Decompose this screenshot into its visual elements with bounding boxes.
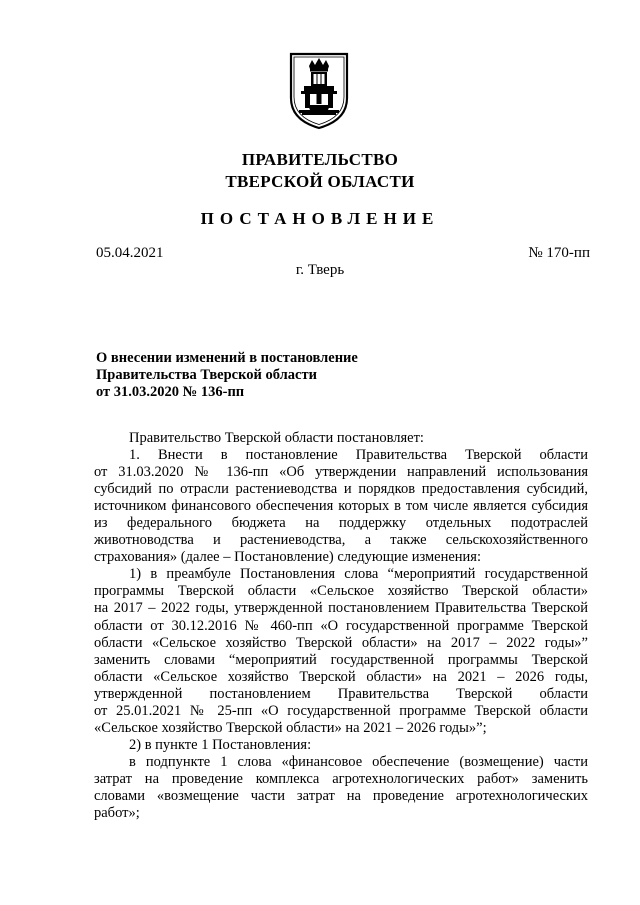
body-line: от 25.01.2021 № 25-пп «О государственной программе Тверской области <box>94 702 588 719</box>
body-line: Правительство Тверской области постановляет: <box>129 430 424 446</box>
body-line: страхования» (далее – Постановление) следующие изменения: <box>94 549 481 566</box>
body-line: области «Сельское хозяйство Тверской области» на 2017 – 2022 годы»” <box>94 634 588 651</box>
body-line: 2) в пункте 1 Постановления: <box>129 736 312 753</box>
subject-line: Правительства Тверской области <box>96 367 317 383</box>
document-body <box>94 430 588 822</box>
body-line: 1. Внести в постановление Правительства Тверской области <box>129 447 588 464</box>
body-line: затрат на проведение комплекса агротехнологических работ» заменить <box>94 770 588 787</box>
body-line: субсидий по отрасли растениеводства и порядков предоставления субсидий, <box>94 481 588 498</box>
document-type: ПОСТАНОВЛЕНИЕ <box>200 209 440 228</box>
body-line: на 2017 – 2022 годы, утвержденной постановлением Правительства Тверской <box>94 600 588 617</box>
body-line: заменить словами “мероприятий государственной программы Тверской <box>94 651 588 668</box>
body-line: в подпункте 1 слова «финансовое обеспечение (возмещение) части <box>129 753 588 770</box>
body-line: от 31.03.2020 № 136-пп «Об утверждении направлений использования <box>94 464 588 481</box>
subject-line: от 31.03.2020 № 136-пп <box>96 384 245 400</box>
document-number: № 170-пп <box>528 245 590 261</box>
body-line: «Сельское хозяйство Тверской области» на 2021 – 2026 годы»”; <box>94 719 487 736</box>
subject-line: О внесении изменений в постановление <box>96 350 358 366</box>
body-line: животноводства и растениеводства, а также сельскохозяйственного <box>94 532 588 549</box>
organization-name-line2: ТВЕРСКОЙ ОБЛАСТИ <box>225 172 415 191</box>
body-line: словами «возмещение части затрат на проведение агротехнологических <box>94 787 588 804</box>
body-line: области «Сельское хозяйство Тверской области» на 2021 – 2026 годы, <box>94 668 588 685</box>
tver-coat-of-arms-icon <box>287 50 351 130</box>
document-subject <box>96 350 358 401</box>
body-line: из федерального бюджета на поддержку отдельных подотраслей <box>94 515 588 532</box>
body-line: программы Тверской области «Сельское хозяйство Тверской области» <box>94 583 588 600</box>
organization-name-line1: ПРАВИТЕЛЬСТВО <box>241 150 399 169</box>
body-line: источником финансового обеспечения которых в том числе является субсидия <box>94 498 588 515</box>
body-line: работ»; <box>94 805 140 822</box>
body-line: утвержденной постановлением Правительства Тверской области <box>94 685 588 702</box>
body-line: области от 30.12.2016 № 460-пп «О государственной программе Тверской <box>94 617 588 634</box>
document-date: 05.04.2021 <box>96 245 164 261</box>
body-line: 1) в преамбуле Постановления слова “мероприятий государственной <box>129 566 588 583</box>
document-city: г. Тверь <box>295 262 345 278</box>
